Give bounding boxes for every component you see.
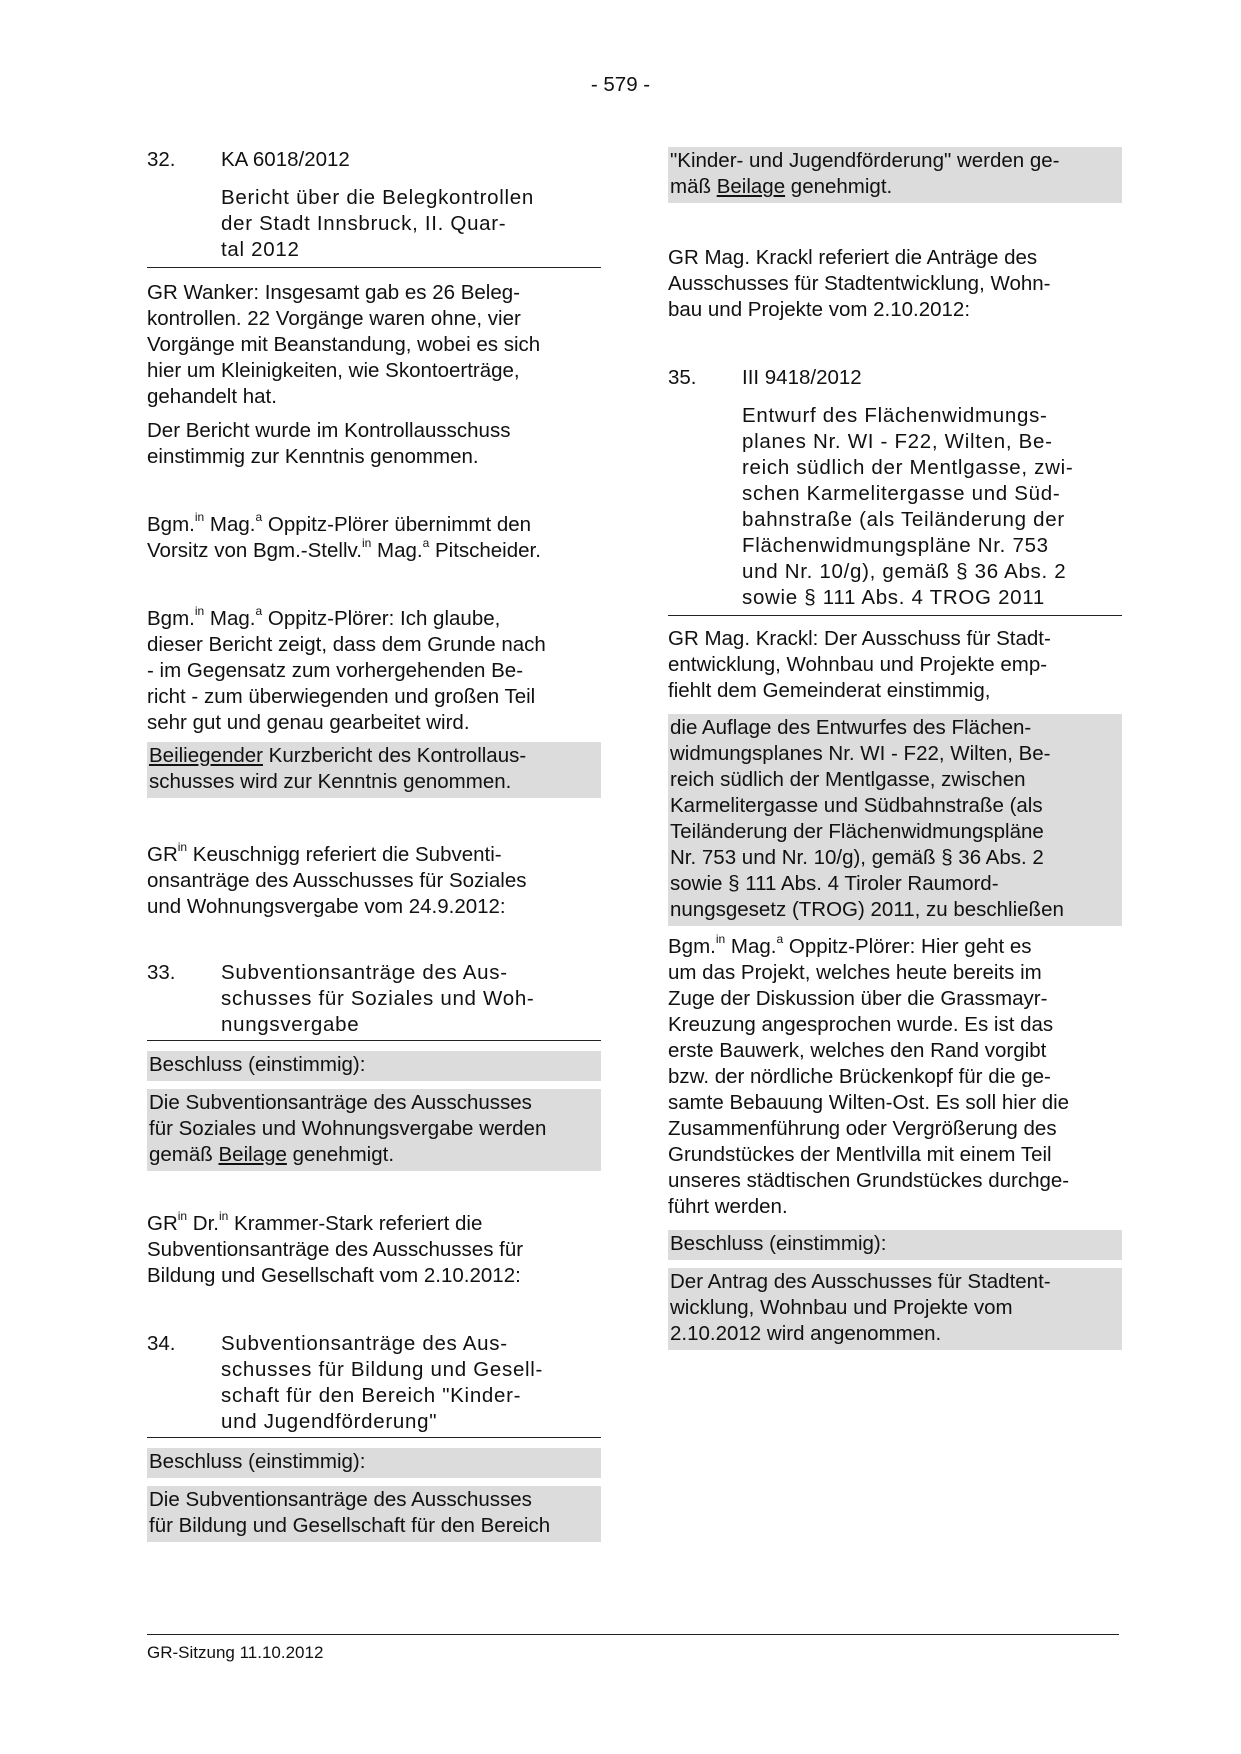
agenda-item-32 [147,147,601,173]
item-subject [221,185,601,265]
page-number: - 579 - [590,73,651,96]
paragraph-vorsitz: Bgm.$^{in}$ Mag.$^a$ Oppitz-Plörer übernimmt den Vorsitz von Bgm.-Stellv.$^{in}$ Mag.$^a$ Pitscheider. [147,510,541,562]
paragraph-krammer: $GR^{in}$ Dr.$^{in}$ Krammer-Stark referiert die Subventionsanträge des Ausschusses für Bildung und Gesellschaft vom 2.10.2012: [147,1211,601,1289]
divider [147,1040,601,1041]
paragraph-oppitz-1: Bgm.$^{in}$ Mag.$^a$ Oppitz-Plörer: Ich glaube, dieser Bericht zeigt, dass dem Grunde nach - im Gegensatz zum vorhergehenden Be- richt - zum überwiegenden und großen Teil sehr gut und genau gearbeitet wird. [147,606,601,736]
subject-line: Bericht über die Belegkontrollen [221,186,534,209]
footer-text: GR-Sitzung 11.10.2012 [147,1643,324,1662]
text-line: hier um Kleinigkeiten, wie Skontoerträge, [147,359,520,382]
paragraph-keuschnigg: $GR^{in}$ Keuschnigg referiert die Subventi- onsanträge des Ausschusses für Soziales und Wohnungsvergabe vom 24.9.2012: [147,842,601,920]
beschluss-heading-35: Beschluss (einstimmig): [668,1230,1122,1260]
item-code: KA 6018/2012 [221,148,350,171]
item-number: 32. [147,148,176,171]
text-line: kontrollen. 22 Vorgänge waren ohne, vier [147,307,521,330]
item-subject: Subventionsanträge des Aus- schusses für Bildung und Gesell- schaft für den Bereich "Kinder- und Jugendförderung" [221,1332,544,1433]
item-number: 34. [147,1332,176,1355]
item-subject: Subventionsanträge des Aus- schusses für Soziales und Woh- nungsvergabe [221,961,535,1036]
text-line: einstimmig zur Kenntnis genommen. [147,445,479,468]
text-line: gehandelt hat. [147,385,277,408]
text-line: onsanträge des Ausschusses für Soziales [147,869,527,892]
text-line: - im Gegensatz zum vorhergehenden Be- [147,659,524,682]
text-line: dieser Bericht zeigt, dass dem Grunde nach [147,633,546,656]
footer-divider [147,1634,1119,1635]
agenda-item-35 [668,365,1122,391]
item-number: 33. [147,961,176,984]
paragraph-krackl-intro: GR Mag. Krackl referiert die Anträge des Ausschusses für Stadtentwicklung, Wohn- bau und Projekte vom 2.10.2012: [668,246,1051,321]
text-line: und Wohnungsvergabe vom 24.9.2012: [147,895,506,918]
subject-line: der Stadt Innsbruck, II. Quar- [221,212,507,235]
attachment-link[interactable]: Beiliegender [149,744,263,767]
right-column [668,147,1122,1350]
paragraph-wanker [147,280,601,410]
beschluss-text-35: Der Antrag des Ausschusses für Stadtent- wicklung, Wohnbau und Projekte vom 2.10.2012 wird angenommen. [668,1268,1122,1350]
left-column [147,147,601,1542]
beschluss-text-34-continued: "Kinder- und Jugendförderung" werden ge- mäß Beilage genehmigt. [668,147,1122,203]
item-subject: Entwurf des Flächenwidmungs- planes Nr. WI - F22, Wilten, Be- reich südlich der Mentlgasse, zwi- schen Karmelitergasse und Süd- bahnstraße (als Teiländerung der Flächenwidmungspläne Nr. 753 und Nr. 10/g), gemäß § 36 Abs. 2 sowie § 111 Abs. 4 TROG 2011 [742,404,1074,609]
paragraph-bericht [147,418,601,470]
item-number: 35. [668,366,697,389]
text-line: sehr gut und genau gearbeitet wird. [147,711,470,734]
attachment-link[interactable]: Beilage [716,175,786,198]
beschluss-text-33: Die Subventionsanträge des Ausschusses für Soziales und Wohnungsvergabe werden gemäß Beilage genehmigt. [147,1089,601,1171]
beschluss-heading-33: Beschluss (einstimmig): [147,1051,601,1081]
text-line: Der Bericht wurde im Kontrollausschuss [147,419,511,442]
divider [147,267,601,268]
paragraph-krackl-statement: GR Mag. Krackl: Der Ausschuss für Stadt- entwicklung, Wohnbau und Projekte emp- fiehlt dem Gemeinderat einstimmig, [668,627,1051,702]
beschluss-text-34: Die Subventionsanträge des Ausschusses für Bildung und Gesellschaft für den Bereich [147,1486,601,1542]
agenda-item-34 [147,1331,601,1435]
agenda-item-33 [147,960,601,1038]
recommendation-auflage: die Auflage des Entwurfes des Flächen- widmungsplanes Nr. WI - F22, Wilten, Be- reich südlich der Mentlgasse, zwischen Karmelitergasse und Südbahnstraße (als Teiländerung der Flächenwidmungspläne Nr. 753 und Nr. 10/g), gemäß § 36 Abs. 2 sowie § 111 Abs. 4 Tiroler Raumord- nungsgesetz (TROG) 2011, zu beschließen [668,714,1122,926]
paragraph-oppitz-2: Bgm.$^{in}$ Mag.$^a$ Oppitz-Plörer: Hier geht es um das Projekt, welches heute bereits im Zuge der Diskussion über die Grassmayr- Kreuzung angesprochen wurde. Es ist das erste Bauwerk, welches den Rand vorgibt bzw. der nördliche Brückenkopf für die ge- samte Bebauung Wilten-Ost. Es soll hier die Zusammenführung oder Vergrößerung des Grundstückes der Mentlvilla mit einem Teil unseres städtischen Grundstückes durchge- führt werden. [668,932,1070,1218]
attachment-link[interactable]: Beilage [218,1143,287,1166]
resolution-kurzbericht: Beiliegender Kurzbericht des Kontrollaus- schusses wird zur Kenntnis genommen. [147,742,601,798]
text-line: GR Wanker: Insgesamt gab es 26 Beleg- [147,281,520,304]
text-line: schusses wird zur Kenntnis genommen. [149,770,512,793]
text-line: Vorgänge mit Beanstandung, wobei es sich [147,333,541,356]
divider [147,1437,601,1438]
beschluss-heading-34: Beschluss (einstimmig): [147,1448,601,1478]
text-line: richt - zum überwiegenden und großen Teil [147,685,536,708]
text-line: Subventionsanträge des Ausschusses für [147,1238,524,1261]
divider [668,615,1122,616]
subject-line: tal 2012 [221,238,300,261]
item-code: III 9418/2012 [742,366,862,389]
text-line: Bildung und Gesellschaft vom 2.10.2012: [147,1264,521,1287]
